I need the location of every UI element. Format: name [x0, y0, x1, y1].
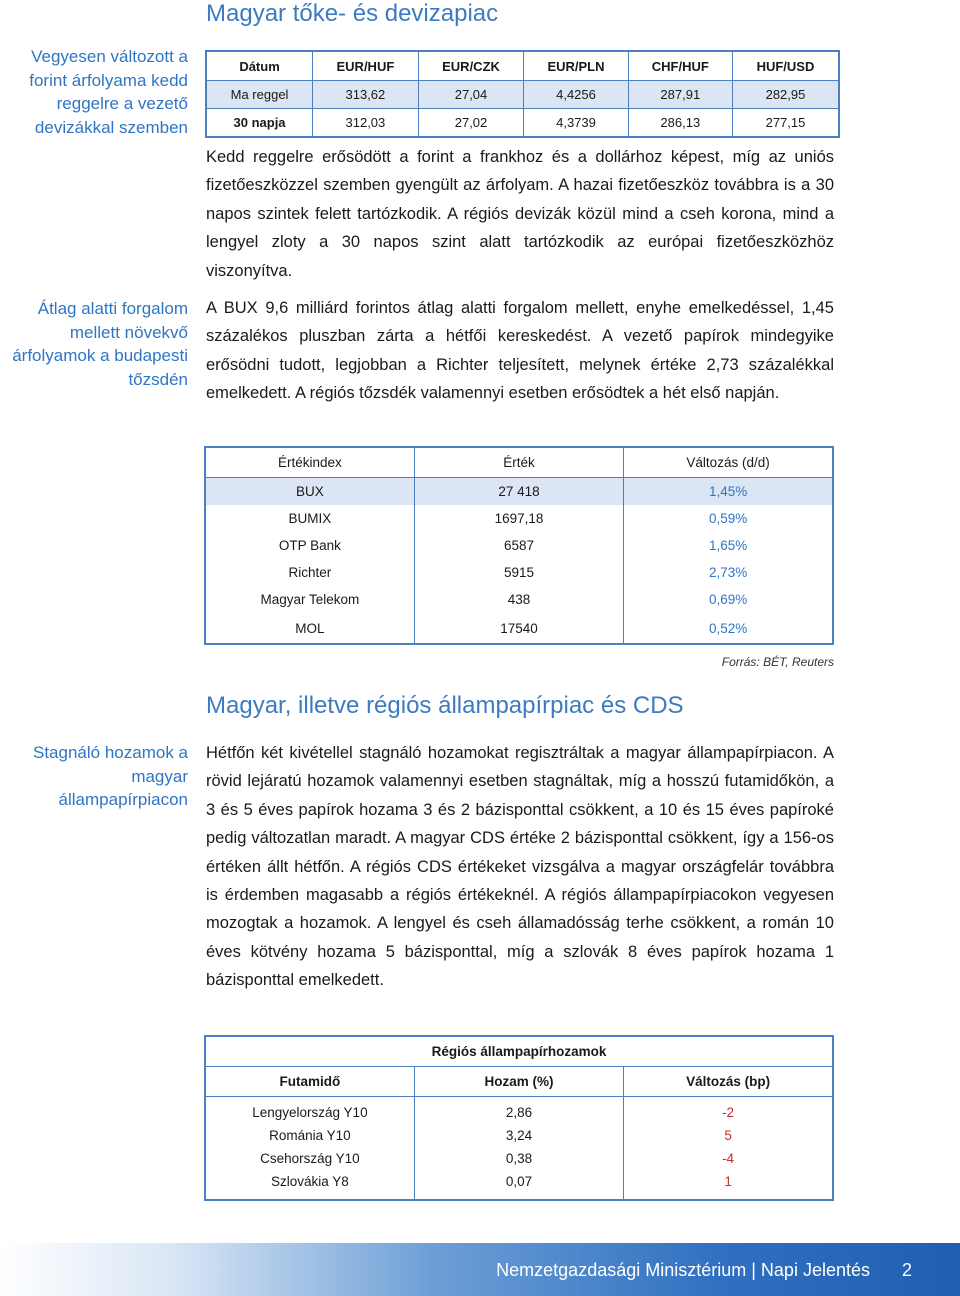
- index-change: 2,73%: [624, 559, 833, 586]
- fx-rates-table: [205, 50, 840, 138]
- sidebar-note-stocks: Átlag alatti forgalom mellett növekvő árfolyamok a budapesti tőzsdén: [12, 299, 188, 389]
- index-change: 1,65%: [624, 532, 833, 559]
- bond-name: Csehország Y10: [260, 1151, 360, 1166]
- table-cell: 27,02: [418, 109, 524, 138]
- row-label: 30 napja: [233, 115, 286, 130]
- bond-change: 5: [624, 1124, 833, 1147]
- index-change: 0,52%: [624, 613, 833, 644]
- table-header-row: [206, 51, 839, 81]
- bond-yield: 2,86: [414, 1097, 623, 1125]
- index-value: 5915: [414, 559, 623, 586]
- table-cell: 313,62: [313, 81, 419, 109]
- page-footer: [0, 1243, 960, 1296]
- footer-text: Nemzetgazdasági Minisztérium | Napi Jelentés: [496, 1260, 870, 1280]
- bond-name: Szlovákia Y8: [271, 1174, 349, 1189]
- bond-change: 1: [624, 1170, 833, 1200]
- table-row: [206, 109, 839, 138]
- table-cell: 4,3739: [524, 109, 628, 138]
- index-name: Magyar Telekom: [260, 592, 360, 607]
- header-cell: EUR/HUF: [313, 51, 419, 81]
- table-cell: 277,15: [732, 109, 839, 138]
- table-header-row: [205, 1067, 833, 1097]
- index-name: OTP Bank: [278, 538, 341, 553]
- paragraph-stocks: A BUX 9,6 milliárd forintos átlag alatti forgalom mellett, enyhe emelkedéssel, 1,45 százalékos pluszban zárta a hétfői kereskedést. A vezető papírok mindegyike erősödni tudott, legjobban a Richter teljesített, melynek értéke 2,73 százalékkal emelkedett. A régiós tőzsdék valamennyi esetben erősödtek a hét első napján.: [206, 299, 834, 403]
- stock-index-table: [204, 446, 834, 645]
- paragraph-bonds: Hétfőn két kivétellel stagnáló hozamokat regisztráltak a magyar állampapírpiacon. A rövid lejáratú hozamok valamennyi esetben stagnáltak, míg a hosszú futamidőkön, a 3 és 5 éves papírok hozama 3 és 2 bázisponttal csökkent, a 10 és 15 éves papíroké pedig változatlan maradt. A magyar CDS értéke 2 bázisponttal csökkent, így a 156-os értéken állt hétfőn. A régiós CDS értékeket vizsgálva a magyar országfelár továbbra is érdemben magasabb a régiós értékeknél. A régiós állampapírpiacokon vegyesen mozogtak a hozamok. A lengyel és cseh államadósság terhe csökkent, a román 10 éves kötvény hozama 5 bázisponttal, míg a szlovák 8 éves papírok hozama 1 bázisponttal emelkedett.: [206, 744, 834, 990]
- table-row: [205, 613, 833, 644]
- index-value: 1697,18: [414, 505, 623, 532]
- index-name: BUX: [205, 478, 414, 506]
- bond-change: -4: [624, 1147, 833, 1170]
- table-row: [205, 505, 833, 532]
- index-value: 27 418: [414, 478, 623, 506]
- table-cell: 287,91: [628, 81, 732, 109]
- header-cell: EUR/PLN: [524, 51, 628, 81]
- header-cell: HUF/USD: [732, 51, 839, 81]
- index-value: 6587: [414, 532, 623, 559]
- index-change: 0,69%: [624, 586, 833, 613]
- table-row: [205, 478, 833, 506]
- table-row: [205, 586, 833, 613]
- page-number: 2: [901, 1260, 912, 1280]
- section-title-bonds: Magyar, illetve régiós állampapírpiac és CDS: [206, 692, 684, 719]
- header-cell: EUR/CZK: [418, 51, 524, 81]
- table-cell: 4,4256: [524, 81, 628, 109]
- sidebar-note-bonds: Stagnáló hozamok a magyar állampapírpiacon: [33, 743, 188, 809]
- bond-change: -2: [624, 1097, 833, 1125]
- table-row: [205, 1097, 833, 1125]
- header-cell: Hozam (%): [414, 1067, 623, 1097]
- regional-bond-table: [204, 1035, 834, 1201]
- table-row: [205, 1147, 833, 1170]
- table-cell: 282,95: [732, 81, 839, 109]
- header-cell: Futamidő: [205, 1067, 414, 1097]
- source-note: Forrás: BÉT, Reuters: [721, 655, 834, 669]
- table-title-row: [205, 1036, 833, 1067]
- table-cell: 312,03: [313, 109, 419, 138]
- bond-yield: 0,38: [414, 1147, 623, 1170]
- bond-name: Románia Y10: [269, 1128, 351, 1143]
- index-name: MOL: [295, 620, 325, 636]
- section-title-fx: Magyar tőke- és devizapiac: [206, 0, 499, 27]
- header-cell: Értékindex: [205, 447, 414, 478]
- header-cell: Dátum: [206, 51, 313, 81]
- index-name: BUMIX: [288, 511, 332, 526]
- paragraph-fx: Kedd reggelre erősödött a forint a frankhoz és a dollárhoz képest, míg az uniós fizetőeszközzel szemben gyengült az árfolyam. A hazai fizetőeszköz továbbra is a 30 napos szintek felett tartózkodik. A régiós devizák közül mind a cseh korona, mind a lengyel zloty a 30 napos szint alatt tartózkodik az európai fizetőeszközhöz viszonyítva.: [206, 148, 834, 280]
- index-value: 438: [414, 586, 623, 613]
- table-row: [206, 81, 839, 109]
- header-cell: Változás (bp): [624, 1067, 833, 1097]
- bond-name: Lengyelország Y10: [252, 1105, 368, 1120]
- table-cell: 27,04: [418, 81, 524, 109]
- table-header-row: [205, 447, 833, 478]
- bond-yield: 0,07: [414, 1170, 623, 1200]
- table-title: Régiós állampapírhozamok: [205, 1036, 833, 1067]
- index-change: 0,59%: [624, 505, 833, 532]
- table-row: [205, 1170, 833, 1200]
- table-cell: 286,13: [628, 109, 732, 138]
- index-name: Richter: [288, 565, 332, 580]
- header-cell: Érték: [414, 447, 623, 478]
- header-cell: CHF/HUF: [628, 51, 732, 81]
- header-cell: Változás (d/d): [624, 447, 833, 478]
- index-value: 17540: [414, 613, 623, 644]
- index-change: 1,45%: [624, 478, 833, 506]
- row-label: Ma reggel: [206, 81, 313, 109]
- table-row: [205, 1124, 833, 1147]
- bond-yield: 3,24: [414, 1124, 623, 1147]
- sidebar-note-fx: Vegyesen változott a forint árfolyama kedd reggelre a vezető devizákkal szemben: [29, 47, 188, 137]
- table-row: [205, 559, 833, 586]
- table-row: [205, 532, 833, 559]
